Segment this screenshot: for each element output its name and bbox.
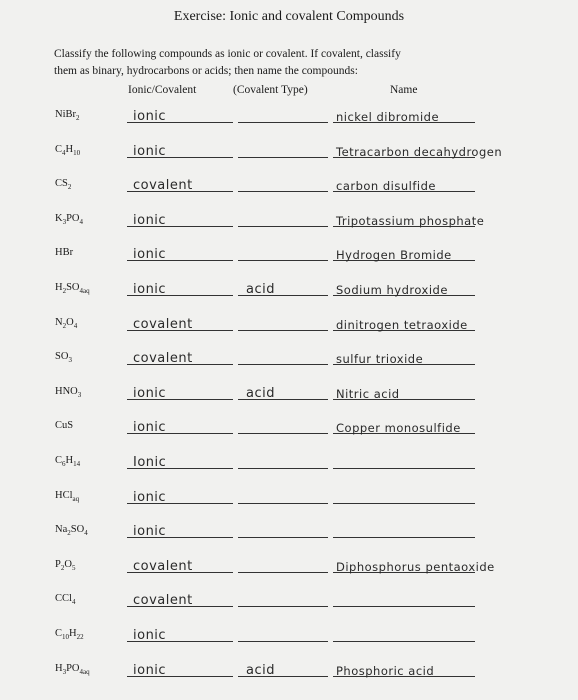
formula-subscript: aq bbox=[72, 494, 80, 503]
formula-part: H bbox=[65, 143, 74, 155]
formula-part: H bbox=[65, 454, 74, 466]
handwritten-compound-name: Phosphoric acid bbox=[336, 663, 435, 678]
formula-part: SO bbox=[66, 281, 80, 293]
name-blank[interactable] bbox=[333, 641, 475, 642]
handwritten-compound-name: Hydrogen Bromide bbox=[336, 248, 452, 263]
formula-subscript: 5 bbox=[71, 563, 76, 572]
compound-row bbox=[0, 165, 578, 197]
covalent-type-blank[interactable] bbox=[238, 641, 328, 642]
formula-subscript: 3 bbox=[68, 356, 72, 365]
formula-subscript: 4 bbox=[62, 148, 66, 157]
compound-row bbox=[0, 96, 578, 128]
compound-row bbox=[0, 442, 578, 474]
handwritten-compound-name: nickel dibromide bbox=[336, 110, 440, 124]
formula-subscript: 14 bbox=[73, 460, 81, 468]
covalent-type-blank[interactable] bbox=[238, 468, 328, 469]
handwritten-classification: ionic bbox=[133, 109, 167, 124]
formula-part: H bbox=[55, 281, 63, 293]
formula-subscript: 10 bbox=[62, 633, 70, 641]
formula-part: H bbox=[69, 627, 77, 639]
compound-row bbox=[0, 650, 578, 682]
formula-subscript: 3 bbox=[62, 667, 67, 676]
handwritten-covalent-type: acid bbox=[246, 282, 275, 297]
formula-subscript: 2 bbox=[76, 114, 80, 122]
compound-formula bbox=[55, 282, 90, 295]
formula-subscript: 4aq bbox=[79, 287, 90, 295]
covalent-type-blank[interactable] bbox=[238, 260, 328, 261]
formula-part: C bbox=[55, 143, 63, 155]
compound-formula bbox=[55, 455, 80, 468]
handwritten-classification: ionic bbox=[133, 282, 167, 297]
formula-part: HCl bbox=[55, 489, 73, 501]
header-name: Name bbox=[390, 84, 418, 96]
formula-part: C bbox=[55, 627, 63, 639]
handwritten-classification: ionic bbox=[133, 247, 167, 263]
formula-subscript: 2 bbox=[62, 287, 67, 295]
compound-formula bbox=[55, 144, 80, 157]
handwritten-classification: ionic bbox=[133, 212, 167, 228]
covalent-type-blank[interactable] bbox=[238, 330, 328, 331]
formula-part: P bbox=[55, 558, 61, 570]
formula-subscript: 2 bbox=[62, 321, 67, 330]
compound-row bbox=[0, 200, 578, 232]
compound-row bbox=[0, 338, 578, 370]
handwritten-classification: ionic bbox=[133, 524, 167, 540]
covalent-type-blank[interactable] bbox=[238, 226, 328, 227]
formula-part: CS bbox=[55, 178, 68, 190]
handwritten-classification: Ionic bbox=[133, 455, 167, 470]
compound-formula bbox=[55, 628, 84, 641]
header-covalent-type: (Covalent Type) bbox=[233, 84, 308, 96]
name-blank[interactable] bbox=[333, 503, 475, 504]
compound-formula bbox=[55, 559, 75, 572]
handwritten-classification: ionic bbox=[133, 662, 167, 678]
compound-formula bbox=[55, 663, 90, 676]
compound-row bbox=[0, 373, 578, 405]
handwritten-classification: covalent bbox=[133, 351, 193, 367]
formula-part: O bbox=[66, 316, 74, 328]
handwritten-compound-name: carbon disulfide bbox=[336, 179, 436, 194]
instructions bbox=[54, 46, 474, 80]
handwritten-compound-name: dinitrogen tetraoxide bbox=[336, 317, 468, 332]
formula-part: Na bbox=[55, 524, 68, 536]
handwritten-compound-name: Diphosphorus pentaoxide bbox=[336, 559, 495, 574]
formula-part: N bbox=[55, 316, 63, 328]
formula-part: PO bbox=[66, 212, 80, 224]
compound-row bbox=[0, 615, 578, 647]
formula-subscript: 4 bbox=[73, 321, 78, 330]
formula-subscript: 4 bbox=[84, 529, 88, 538]
covalent-type-blank[interactable] bbox=[238, 537, 328, 538]
covalent-type-blank[interactable] bbox=[238, 606, 328, 607]
instructions-line-1: Classify the following compounds as ionic or covalent. If covalent, classify bbox=[54, 48, 401, 60]
handwritten-classification: covalent bbox=[133, 558, 193, 574]
compound-row bbox=[0, 304, 578, 336]
name-blank[interactable] bbox=[333, 468, 475, 469]
handwritten-classification: ionic bbox=[133, 143, 167, 159]
compound-formula bbox=[55, 178, 71, 191]
formula-subscript: 4aq bbox=[79, 667, 90, 676]
formula-subscript: 3 bbox=[62, 217, 67, 226]
formula-part: PO bbox=[66, 662, 80, 674]
handwritten-classification: ionic bbox=[133, 489, 167, 505]
formula-part: CuS bbox=[55, 420, 74, 432]
compound-formula bbox=[55, 351, 72, 364]
formula-part: HNO bbox=[55, 385, 78, 397]
compound-formula bbox=[55, 593, 75, 606]
formula-subscript: 10 bbox=[73, 148, 81, 157]
handwritten-covalent-type: acid bbox=[246, 385, 275, 401]
handwritten-compound-name: Nitric acid bbox=[336, 386, 400, 401]
handwritten-compound-name: sulfur trioxide bbox=[336, 352, 424, 367]
compound-formula bbox=[55, 109, 80, 122]
compound-formula bbox=[55, 247, 73, 260]
handwritten-classification: ionic bbox=[133, 628, 167, 643]
formula-part: H bbox=[55, 662, 63, 674]
covalent-type-blank[interactable] bbox=[238, 122, 328, 123]
formula-subscript: 4 bbox=[71, 598, 76, 607]
worksheet-title: Exercise: Ionic and covalent Compounds bbox=[173, 9, 405, 24]
compound-row bbox=[0, 407, 578, 439]
formula-part: K bbox=[55, 212, 63, 224]
compound-formula bbox=[55, 317, 77, 330]
handwritten-compound-name: Tetracarbon decahydrogen bbox=[336, 144, 503, 159]
formula-subscript: 2 bbox=[67, 183, 72, 192]
formula-subscript: 4 bbox=[79, 217, 84, 226]
handwritten-classification: covalent bbox=[133, 593, 193, 609]
compound-row bbox=[0, 269, 578, 301]
formula-part: SO bbox=[70, 524, 85, 536]
handwritten-compound-name: Copper monosulfide bbox=[336, 421, 461, 436]
covalent-type-blank[interactable] bbox=[238, 191, 328, 192]
covalent-type-blank[interactable] bbox=[238, 503, 328, 504]
covalent-type-blank[interactable] bbox=[238, 433, 328, 434]
compound-formula bbox=[55, 420, 73, 433]
compound-row bbox=[0, 511, 578, 543]
compound-formula bbox=[55, 490, 79, 503]
formula-part: HBr bbox=[55, 247, 74, 259]
formula-subscript: 22 bbox=[76, 633, 84, 641]
handwritten-classification: covalent bbox=[133, 178, 193, 194]
formula-part: SO bbox=[55, 351, 69, 363]
formula-part: C bbox=[55, 454, 63, 466]
handwritten-classification: ionic bbox=[133, 385, 167, 401]
handwritten-classification: ionic bbox=[133, 420, 167, 436]
compound-formula bbox=[55, 213, 83, 226]
header-ionic-covalent: Ionic/Covalent bbox=[128, 84, 197, 96]
compound-row bbox=[0, 477, 578, 509]
handwritten-covalent-type: acid bbox=[246, 662, 275, 678]
name-blank[interactable] bbox=[333, 537, 475, 538]
formula-subscript: 3 bbox=[77, 390, 82, 399]
formula-subscript: 2 bbox=[60, 563, 65, 572]
compound-formula bbox=[55, 524, 88, 537]
compound-row bbox=[0, 234, 578, 266]
compound-row bbox=[0, 131, 578, 163]
name-blank[interactable] bbox=[333, 606, 475, 607]
covalent-type-blank[interactable] bbox=[238, 157, 328, 158]
formula-subscript: 6 bbox=[62, 460, 66, 468]
covalent-type-blank[interactable] bbox=[238, 364, 328, 365]
formula-subscript: 2 bbox=[67, 529, 71, 538]
handwritten-classification: covalent bbox=[133, 316, 193, 332]
compound-row bbox=[0, 546, 578, 578]
handwritten-compound-name: Sodium hydroxide bbox=[336, 283, 448, 297]
instructions-line-2: them as binary, hydrocarbons or acids; then name the compounds: bbox=[54, 65, 358, 77]
formula-part: NiBr bbox=[55, 108, 76, 120]
formula-part: O bbox=[64, 558, 72, 570]
formula-part: CCl bbox=[55, 593, 72, 605]
handwritten-compound-name: Tripotassium phosphate bbox=[336, 213, 485, 228]
covalent-type-blank[interactable] bbox=[238, 572, 328, 573]
compound-formula bbox=[55, 386, 81, 399]
compound-row bbox=[0, 580, 578, 612]
